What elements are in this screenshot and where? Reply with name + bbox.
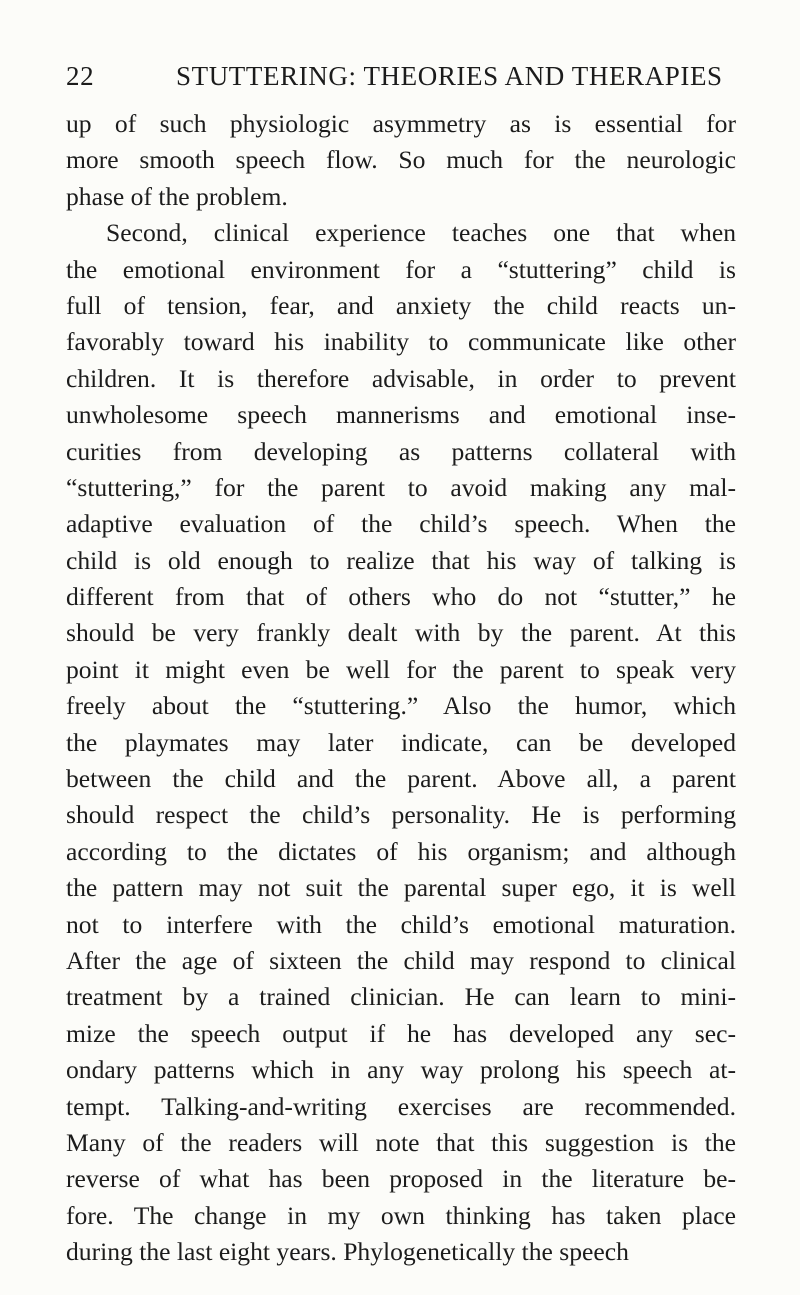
text-line: the playmates may later indicate, can be developed: [66, 727, 736, 757]
body-text: [66, 106, 736, 1271]
text-line: fore. The change in my own thinking has taken place: [66, 1200, 736, 1230]
text-line: treatment by a trained clinician. He can learn to mini-: [66, 982, 736, 1012]
text-line: not to interfere with the child’s emotional maturation.: [66, 909, 736, 939]
text-line: according to the dictates of his organism; and although: [66, 836, 736, 866]
text-line: Many of the readers will note that this suggestion is the: [66, 1127, 736, 1157]
text-line: child is old enough to realize that his way of talking is: [66, 545, 736, 575]
text-line: reverse of what has been proposed in the literature be-: [66, 1164, 736, 1194]
text-line: different from that of others who do not “stutter,” he: [66, 582, 736, 612]
text-line: the emotional environment for a “stuttering” child is: [66, 254, 736, 284]
text-line: full of tension, fear, and anxiety the child reacts un-: [66, 290, 736, 320]
text-line: more smooth speech flow. So much for the neurologic: [66, 145, 736, 175]
text-line: “stuttering,” for the parent to avoid making any mal-: [66, 472, 736, 502]
text-line: phase of the problem.: [66, 181, 288, 211]
text-line: adaptive evaluation of the child’s speech. When the: [66, 509, 736, 539]
text-line: tempt. Talking-and-writing exercises are recommended.: [66, 1091, 736, 1121]
text-line: during the last eight years. Phylogenetically the speech: [66, 1237, 629, 1267]
text-line: should respect the child’s personality. He is performing: [66, 800, 736, 830]
page-number: 22: [66, 61, 95, 91]
text-line: curities from developing as patterns collateral with: [66, 436, 736, 466]
paragraph: [66, 215, 736, 1270]
text-line: children. It is therefore advisable, in order to prevent: [66, 363, 736, 393]
text-line: the pattern may not suit the parental super ego, it is well: [66, 873, 736, 903]
text-line: should be very frankly dealt with by the parent. At this: [66, 618, 736, 648]
text-line: Second, clinical experience teaches one that when: [106, 218, 736, 248]
text-line: between the child and the parent. Above all, a parent: [66, 764, 736, 794]
text-line: ondary patterns which in any way prolong his speech at-: [66, 1055, 736, 1085]
text-line: unwholesome speech mannerisms and emotional inse-: [66, 400, 736, 430]
text-line: mize the speech output if he has developed any sec-: [66, 1018, 736, 1048]
text-line: After the age of sixteen the child may respond to clinical: [66, 945, 736, 975]
book-page: [66, 58, 736, 1271]
text-line: point it might even be well for the parent to speak very: [66, 654, 736, 684]
running-header: [66, 58, 736, 94]
running-title: STUTTERING: THEORIES AND THERAPIES: [176, 61, 723, 91]
text-line: freely about the “stuttering.” Also the humor, which: [66, 691, 736, 721]
paragraph: [66, 106, 736, 215]
text-line: favorably toward his inability to communicate like other: [66, 327, 736, 357]
text-line: up of such physiologic asymmetry as is essential for: [66, 109, 736, 138]
